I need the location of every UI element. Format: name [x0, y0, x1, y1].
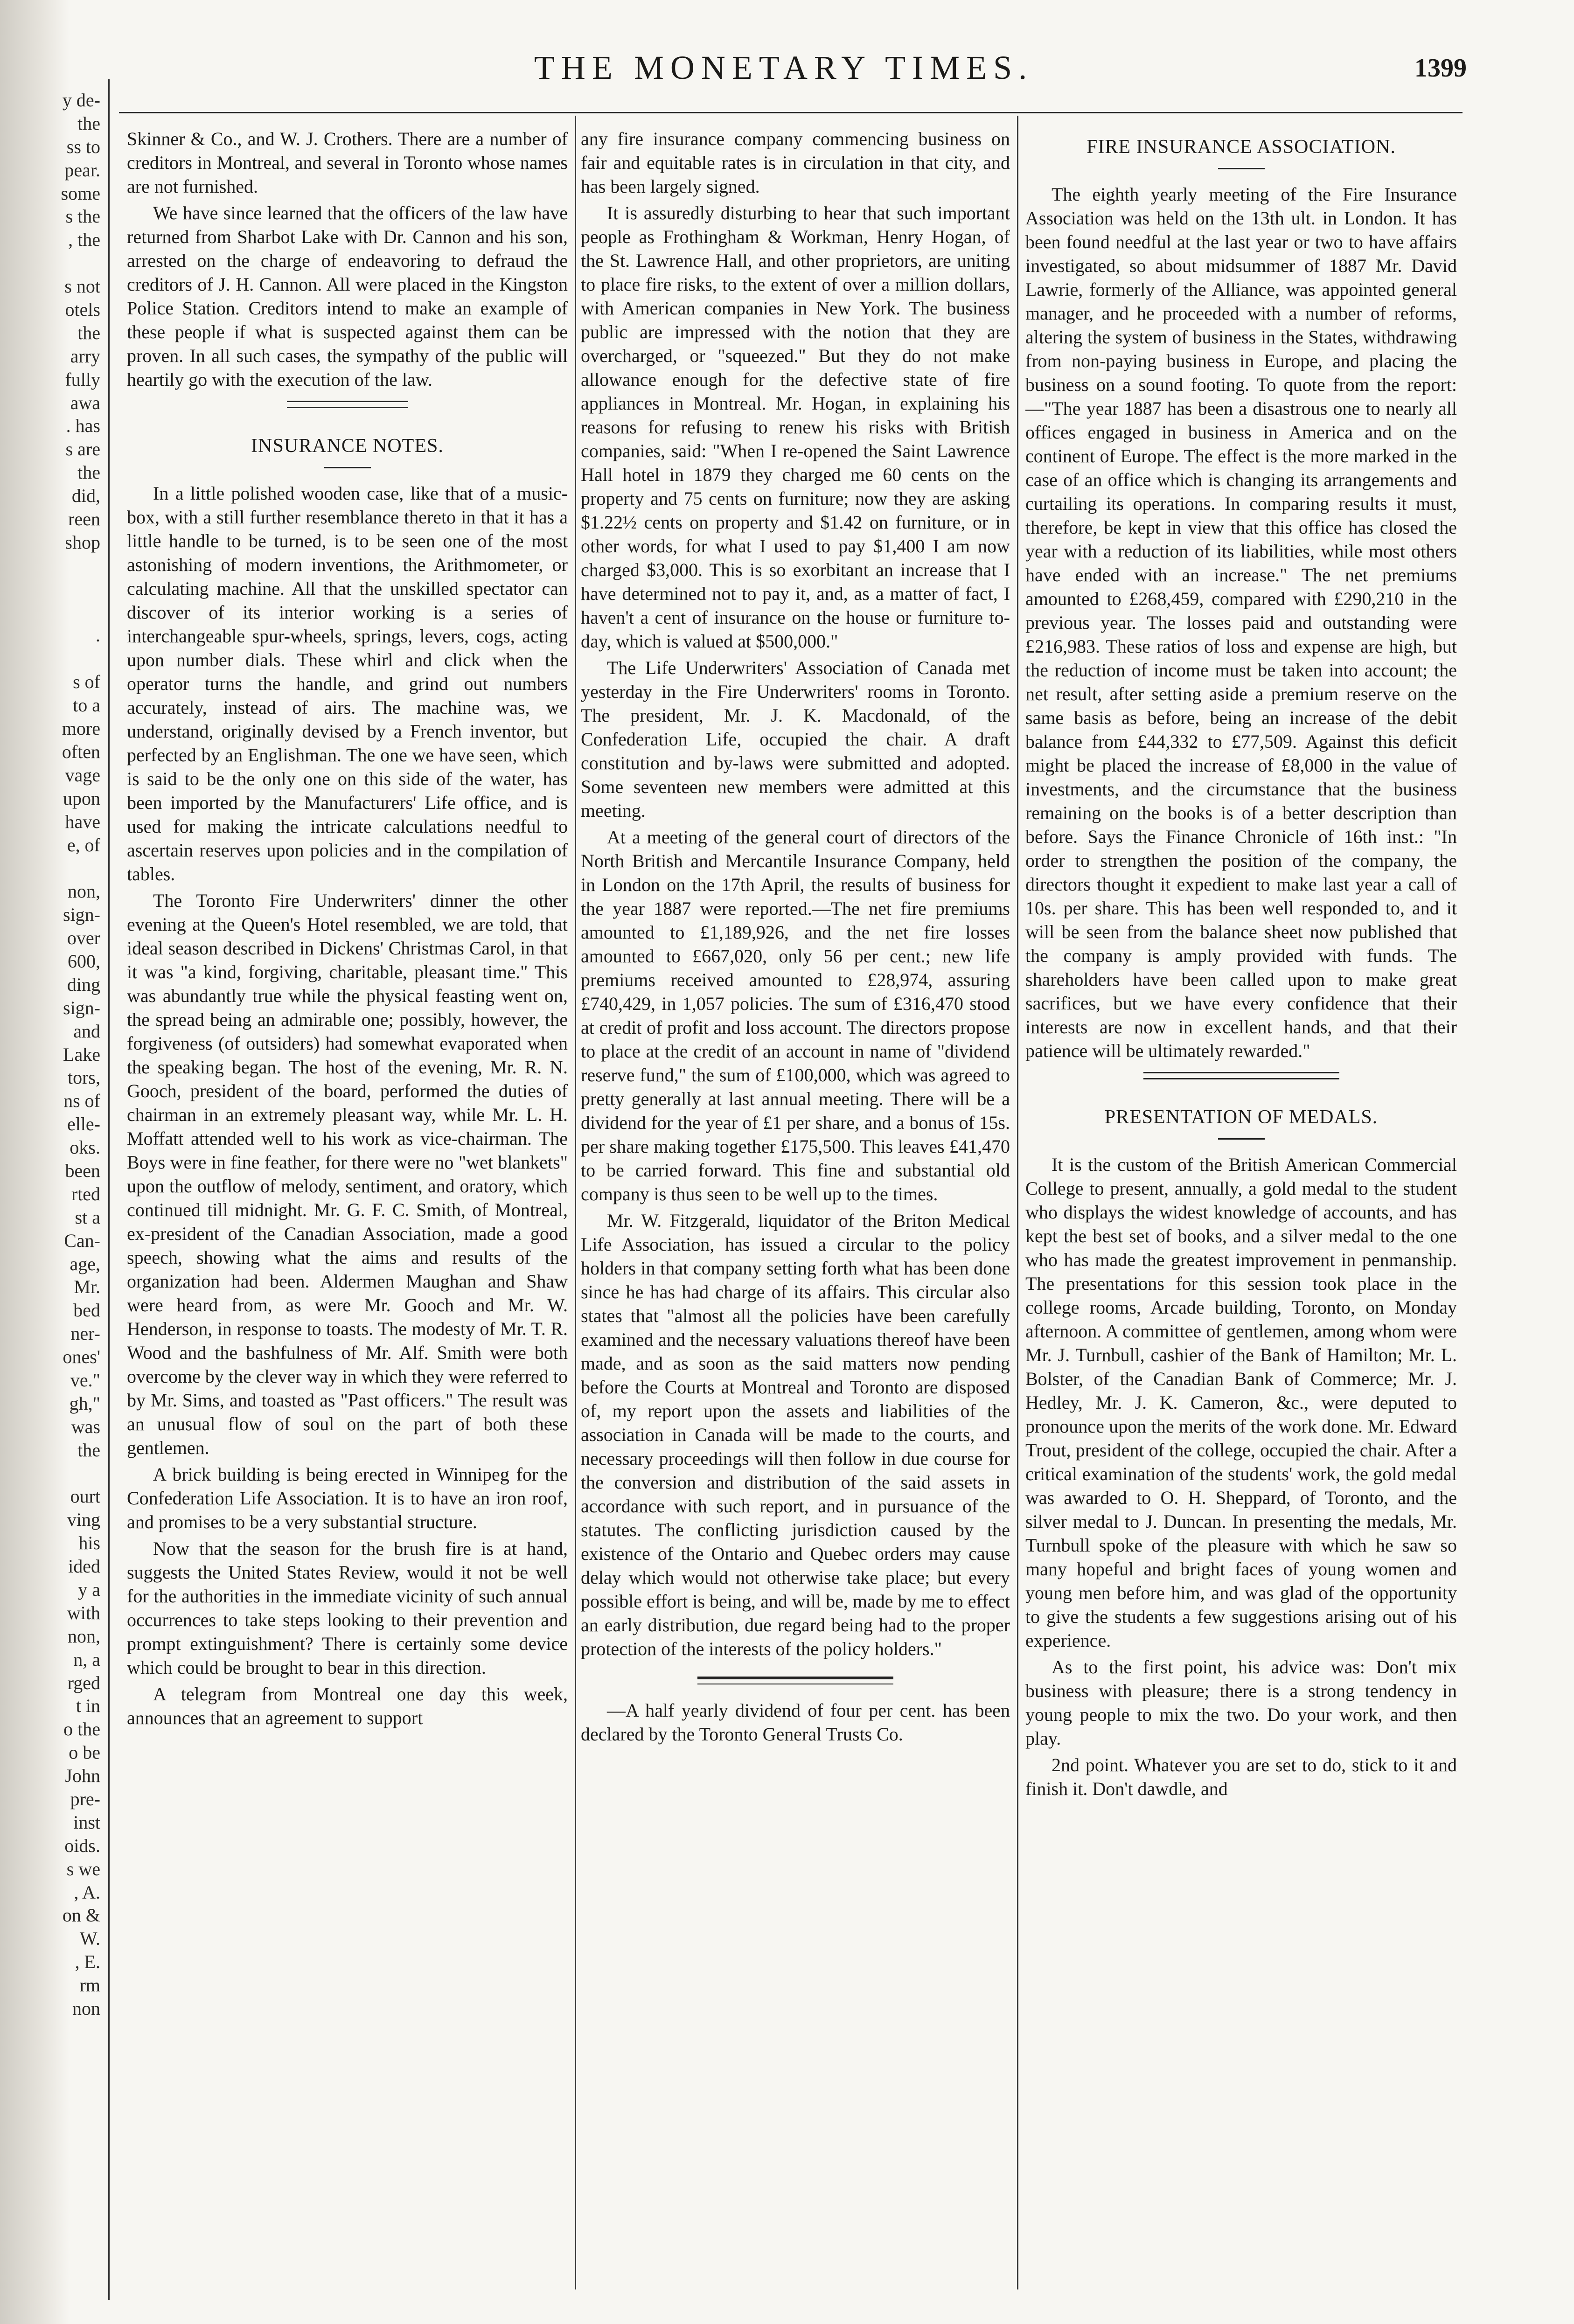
previous-page-fragment: , the: [68, 229, 100, 250]
article-paragraph: As to the first point, his advice was: Don't mix business with pleasure; there is a strong tendency in young people to mix the two. Do your work, and then play.: [1025, 1656, 1457, 1749]
previous-page-fragment: n, a: [73, 1649, 100, 1670]
previous-page-fragment: ss to: [66, 136, 100, 157]
column-divider-1: [575, 116, 576, 2289]
previous-page-fragment: and: [73, 1020, 100, 1042]
previous-page-fragment: non: [72, 1998, 100, 2019]
previous-page-fragment: [0, 647, 100, 670]
previous-page-fragment: often: [62, 741, 100, 762]
previous-page-fragment: rm: [79, 1975, 100, 1996]
previous-page-fragment: to a: [73, 695, 100, 716]
previous-page-fragment: ided: [68, 1556, 100, 1577]
previous-page-fragment: pear.: [64, 159, 100, 181]
previous-page-fragment: oks.: [70, 1137, 100, 1158]
previous-page-fragment: t in: [76, 1695, 100, 1717]
previous-page-fragment: [0, 251, 100, 275]
previous-page-fragment: ding: [67, 974, 100, 995]
section-heading-insurance-notes: INSURANCE NOTES.: [251, 435, 444, 457]
page-title: THE MONETARY TIMES.: [534, 49, 1034, 86]
previous-page-fragment: Lake: [63, 1044, 100, 1065]
article-paragraph: A brick building is being erected in Winnipeg for the Confederation Life Association. It is to have an iron roof, and promises to be a very substantial structure.: [127, 1464, 568, 1532]
column-1: [127, 127, 568, 2310]
article-paragraph: Now that the season for the brush fire is at hand, suggests the United States Review, would it not be well for the authorities in the immediate vicinity of such annual occurrences to take steps looking to their prevention and prompt extinguishment? There is certainly some device which could be brought to bear in this direction.: [127, 1538, 568, 1678]
previous-page-fragment: sign-: [63, 997, 100, 1018]
previous-page-fragment: with: [67, 1602, 100, 1623]
article-paragraph: The Toronto Fire Underwriters' dinner the other evening at the Queen's Hotel resembled, we are told, that ideal season described in Dickens' Christmas Carol, in that it was "a kind, forgiving, charitable, pleasant time." This was abundantly true while the physical feasting went on, the spread being an admirable one; possibly, however, the forgiveness (of outsiders) had somewhat evaporated when the speaking began. The host of the evening, Mr. R. N. Gooch, president of the board, performed the duties of chairman in an extremely pleasant way, while Mr. L. H. Moffatt attended well to his work as vice-chairman. The Boys were in fine feather, for there were no "wet blankets" upon the outflow of melody, sentiment, and oratory, which continued till midnight. Mr. G. F. C. Smith, of Montreal, ex-president of the Canadian Association, made a good speech, showing what the aims and results of the organization had been. Aldermen Maughan and Shaw were heard from, as were Mr. Gooch and Mr. W. Henderson, in response to toasts. The modesty of Mr. T. R. Wood and the bashfulness of Mr. Alf. Smith were both overcome by the clever way in which they were referred to by Mr. Sims, and toasted as "Past officers." The result was an unusual flow of soul on the part of both these gentlemen.: [127, 890, 568, 1458]
previous-page-fragment: some: [61, 182, 100, 204]
section-heading-fire-insurance-association: FIRE INSURANCE ASSOCIATION.: [1086, 136, 1396, 158]
previous-page-fragment: tors,: [68, 1067, 100, 1088]
previous-page-fragment: more: [62, 718, 100, 739]
article-paragraph: We have since learned that the officers of the law have returned from Sharbot Lake with Dr. Cannon and his son, arrested on the charge of endeavoring to defraud the creditors of J. H. Cannon. All were placed in the Kingston Police Station. Creditors intend to make an example of these people if what is suspected against them can be proven. In all such cases, the sympathy of the public will heartily go with the execution of the law.: [127, 202, 568, 390]
article-paragraph: A telegram from Montreal one day this week, announces that an agreement to support: [127, 1684, 568, 1728]
previous-page-fragment: pre-: [70, 1788, 100, 1810]
previous-page-fragment: [0, 1462, 100, 1485]
previous-page-fragment: ones': [63, 1346, 100, 1368]
article-paragraph: It is assuredly disturbing to hear that such important people as Frothingham & Workman, Henry Hogan, of the St. Lawrence Hall, and other proprietors, are uniting to place fire risks, to the extent of over a million dollars, with American companies in New York. The business public are impressed with the notion that they are overcharged, or "squeezed." But they do not make allowance enough for the defective state of fire appliances in Montreal. Mr. Hogan, in explaining his reasons for refusing to renew his risks with British companies, said: "When I re-opened the Saint Lawrence Hall hotel in 1879 they charged me 60 cents on the property and 75 cents on furniture; now they are asking $1.22½ cents on property and $1.42 on furniture, or in other words, for what I used to pay $1,400 I am now charged $3,000. This is so exorbitant an increase that I have determined not to pay it, and, as a matter of fact, I haven't a cent of insurance on the house or furniture to-day, which is valued at $500,000.": [581, 202, 1010, 652]
section-separator: [697, 1677, 893, 1684]
previous-page-fragment: y a: [78, 1579, 100, 1600]
article-paragraph: It is the custom of the British American Commercial College to present, annually, a gold medal to the student who displays the widest knowledge of accounts, and has kept the best set of books, and a silver medal to the one who has made the greatest improvement in penmanship. The presentations for this session took place in the college rooms, Arcade building, Toronto, on Monday afternoon. A committee of gentlemen, among whom were Mr. J. Turnbull, cashier of the Bank of Hamilton; Mr. L. Bolster, of the Canadian Bank of Commerce; Mr. J. Hedley, Mr. J. K. Cameron, &c., were deputed to pronounce upon the merits of the work done. Mr. Edward Trout, president of the college, occupied the chair. After a critical examination of the students' work, the gold medal was awarded to O. H. Sheppard, of Toronto, and the silver medal to J. Duncan. In presenting the medals, Mr. Turnbull spoke of the pleasure with which he saw so many hopeful and bright faces of young women and young men before him, and was glad of the opportunity to give the students a few suggestions arising out of his experience.: [1025, 1154, 1457, 1651]
previous-page-fragment: John: [65, 1765, 100, 1787]
header-rule: [119, 112, 1463, 113]
previous-page-fragment: o the: [63, 1719, 100, 1740]
article-paragraph: The Life Underwriters' Association of Canada met yesterday in the Fire Underwriters' rooms in Toronto. The president, Mr. J. K. Macdonald, of the Confederation Life, occupied the chair. A draft constitution and by-laws were submitted and adopted. Some seventeen new members were admitted at this meeting.: [581, 657, 1010, 821]
heading-rule: [324, 467, 371, 468]
previous-page-fragment: W.: [79, 1928, 100, 1949]
previous-page-fragment: s of: [73, 671, 100, 693]
previous-page-fragment: over: [67, 927, 100, 949]
previous-page-fragment: on &: [62, 1905, 100, 1926]
previous-page-fragment: elle-: [67, 1113, 100, 1135]
previous-page-fragment: [0, 856, 100, 880]
article-paragraph: —A half yearly dividend of four per cent. has been declared by the Toronto General Trusts Co.: [581, 1700, 1010, 1745]
previous-page-fragment: non,: [68, 1625, 100, 1647]
article-paragraph: any fire insurance company commencing business on fair and equitable rates is in circulation in that city, and has been largely signed.: [581, 128, 1010, 197]
previous-page-fragment: ourt: [70, 1486, 100, 1507]
previous-page-fragment: rted: [71, 1183, 100, 1204]
article-paragraph: 2nd point. Whatever you are set to do, stick to it and finish it. Don't dawdle, and: [1025, 1754, 1457, 1799]
previous-page-fragment: reen: [68, 508, 100, 530]
previous-page-fragment: did,: [71, 485, 100, 507]
binding-rule: [108, 79, 110, 2300]
column-divider-2: [1017, 116, 1018, 2289]
previous-page-fragment: ving: [67, 1509, 100, 1531]
previous-page-fragment: e, of: [67, 834, 100, 856]
previous-page-fragment: s we: [66, 1858, 100, 1879]
previous-page-fragment: ner-: [70, 1323, 100, 1344]
section-separator: [1143, 1072, 1339, 1079]
section-heading-presentation-of-medals: PRESENTATION OF MEDALS.: [1104, 1106, 1378, 1128]
previous-page-fragment: . has: [66, 415, 100, 437]
previous-page-fragment: , E.: [75, 1951, 100, 1973]
previous-page-fragment: was: [71, 1416, 100, 1437]
previous-page-fragment: , A.: [74, 1881, 100, 1903]
article-paragraph: The eighth yearly meeting of the Fire Insurance Association was held on the 13th ult. in London. It has been found needful at the last year or two to have affairs investigated, so about midsummer of 1887 Mr. David Lawrie, formerly of the Alliance, was appointed general manager, and he proceeded with a number of reforms, altering the system of business in the States, withdrawing from non-paying business in Europe, and placing the business on a sound footing. To quote from the report:—"The year 1887 has been a disastrous one to nearly all offices engaged in business in America and on the continent of Europe. The effect is the more marked in the case of an office which is changing its arrangements and curtailing its operations. In comparing results it must, therefore, be kept in view that this office has closed the year with a reduction of its liabilities, while most others have ended with an increase." The net premiums amounted to £268,459, compared with £290,210 in the previous year. The losses paid and outstanding were £216,983. These ratios of loss and expense are high, but the reduction of income must be taken into account; the net result, after setting aside a premium reserve on the same basis as before, being an increase of the debit balance from £44,332 to £77,509. Against this deficit might be placed the increase of £8,000 in the value of investments, and the circumstance that the business remaining on the books is of a better description than before. Says the Finance Chronicle of 16th inst.: "In order to strengthen the position of the company, the directors thought it expedient to make last year a call of 10s. per share. This has been well responded to, and it will be seen from the balance sheet now published that the company is amply provided with funds. The shareholders have been called upon to make great sacrifices, but we have every confidence that their interests are now in excellent hands, and that their patience will be ultimately rewarded.": [1025, 184, 1457, 1061]
previous-page-fragment: awa: [70, 392, 100, 413]
previous-page-fragment: s not: [64, 276, 100, 297]
previous-page-fragment: [0, 554, 100, 578]
previous-page-fragment: the: [77, 112, 100, 134]
previous-page-fragment: [0, 578, 100, 601]
previous-page-fragment: arry: [70, 345, 100, 367]
previous-page-fragment: Mr.: [74, 1276, 100, 1298]
previous-page-fragment: age,: [70, 1253, 100, 1274]
previous-page-fragment: have: [65, 811, 100, 832]
previous-page-fragment: y de-: [62, 90, 100, 111]
previous-page-fragment: upon: [63, 787, 100, 809]
previous-page-fragment: gh,": [69, 1392, 100, 1414]
heading-rule: [1218, 168, 1265, 169]
previous-page-fragment: fully: [65, 369, 100, 390]
column-2: [581, 127, 1010, 2310]
previous-page-fragment: the: [77, 322, 100, 343]
article-paragraph: Skinner & Co., and W. J. Crothers. There are a number of creditors in Montreal, and several in Toronto whose names are not furnished.: [127, 128, 568, 197]
previous-page-fragment: the: [77, 462, 100, 483]
previous-page-fragment: oids.: [64, 1835, 100, 1856]
article-paragraph: At a meeting of the general court of directors of the North British and Mercantile Insurance Company, held in London on the 17th April, the results of business for the year 1887 were reported.—The net fire premiums amounted to £1,189,926, and the net fire losses amounted to £667,020, only 56 per cent.; new life premiums received amounted to £28,974, assuring £740,429, in 1,057 policies. The sum of £316,470 stood at credit of profit and loss account. The directors propose to place at the credit of an account in name of "dividend reserve fund," the sum of £100,000, which was agreed to pretty generally at last annual meeting. There will be a dividend for the year of £1 per share, and a bonus of 15s. per share making together £175,500. This leaves £41,470 to be carried forward. This fine and substantial old company is thus seen to be well up to the times.: [581, 827, 1010, 1204]
previous-page-fragment: been: [65, 1160, 100, 1181]
column-3: [1025, 127, 1457, 2310]
previous-page-fragment: otels: [65, 299, 100, 320]
previous-page-fragment: rged: [67, 1672, 100, 1693]
previous-page-fragment: o be: [69, 1742, 100, 1763]
previous-page-fragment: sign-: [63, 904, 100, 925]
previous-page-fragment: [0, 601, 100, 624]
article-paragraph: In a little polished wooden case, like that of a music-box, with a still further resemblance thereto in that it has a little handle to be turned, is to be seen one of the most astonishing of modern inventions, the Arithmometer, or calculating machine. All that the unskilled spectator can discover of its interior working is a series of interchangeable spur-wheels, springs, levers, cogs, acting upon number dials. These whirl and click when the operator turns the handle, and grind out numbers accurately, instead of airs. The machine was, we understand, originally devised by a French inventor, but perfected by an Englishman. The one we have seen, which is said to be the only one on this side of the water, has been imported by the Manufacturers' Life office, and is used for making the intricate calculations needful to ascertain reserves upon policies and in the compilation of tables.: [127, 483, 568, 884]
previous-page-fragment: the: [77, 1439, 100, 1461]
previous-page-fragment: inst: [73, 1811, 100, 1833]
previous-page-fragment: st a: [75, 1206, 100, 1228]
previous-page-edge-text: [0, 89, 100, 2020]
previous-page-fragment: his: [78, 1532, 100, 1554]
article-paragraph: Mr. W. Fitzgerald, liquidator of the Briton Medical Life Association, has issued a circular to the policy holders in that company setting forth what has been done since he has had charge of its affairs. This circular also states that "almost all the policies have been carefully examined and the necessary valuations thereof have been made, and as soon as the said matters now pending before the Courts at Montreal and Toronto are disposed of, my report upon the assets and liabilities of the association in Canada will be made to the courts, and necessary proceedings will then follow in due course for the conversion and distribution of the said assets in accordance with such report, and in pursuance of the statutes. The conflicting jurisdiction caused by the existence of the Ontario and Quebec orders may cause delay which would not otherwise take place; but every possible effort is being, and will be, made by me to effect an early distribution, due regard being had to the proper protection of the interests of the policy holders.": [581, 1210, 1010, 1659]
section-separator: [287, 401, 408, 408]
previous-page-fragment: 600,: [68, 950, 100, 972]
page-number: 1399: [1414, 54, 1467, 83]
previous-page-fragment: s the: [65, 206, 100, 227]
previous-page-fragment: s are: [65, 438, 100, 460]
previous-page-fragment: bed: [73, 1300, 100, 1321]
previous-page-fragment: .: [96, 625, 100, 646]
heading-rule: [1218, 1138, 1265, 1140]
previous-page-fragment: ns of: [63, 1090, 100, 1112]
previous-page-fragment: shop: [65, 531, 100, 553]
previous-page-fragment: Can-: [64, 1230, 100, 1251]
previous-page-fragment: vage: [65, 764, 100, 786]
previous-page-fragment: non,: [68, 881, 100, 902]
previous-page-fragment: ve.": [70, 1369, 100, 1391]
